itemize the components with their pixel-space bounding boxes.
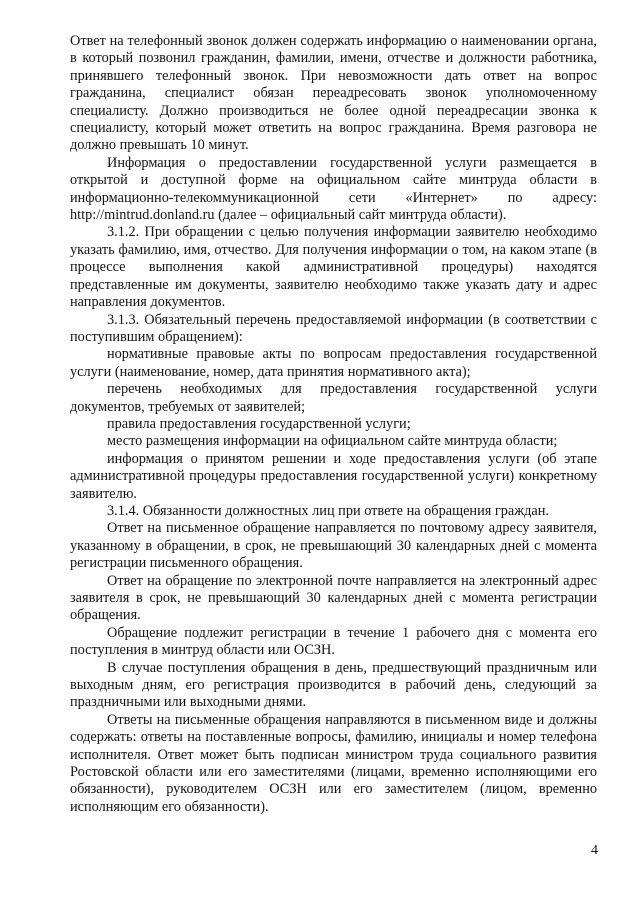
paragraph-clause-3-1-4: 3.1.4. Обязанности должностных лиц при ответе на обращения граждан. <box>107 502 549 519</box>
list-item-decision: информация о принятом решении и ходе предоставления услуги (об этапе административной процедуры предоставления государственной услуги) конкретному заявителю. <box>70 450 597 502</box>
paragraph-reply-contents: Ответы на письменные обращения направляются в письменном виде и должны содержать: ответы на поставленные вопросы, фамилию, инициалы и номер телефона исполнителя. Ответ может быть подписан министром труда социального развития Ростовской области или его заместителями (лицами, временно исполняющими его обязанности), руководителем ОСЗН или его заместителем (лицом, временно исполняющим его обязанности). <box>70 711 597 815</box>
list-item-rules: правила предоставления государственной услуги; <box>107 415 411 432</box>
list-item-placement: место размещения информации на официальном сайте минтруда области; <box>107 433 558 450</box>
paragraph-written-reply: Ответ на письменное обращение направляется по почтовому адресу заявителя, указанному в обращении, в срок, не превышающий 30 календарных дней с момента регистрации письменного обращения. <box>70 520 597 572</box>
paragraph-clause-3-1-3: 3.1.3. Обязательный перечень предоставляемой информации (в соответствии с поступившим обращением): <box>70 311 597 345</box>
document-body <box>70 33 597 816</box>
paragraph-holiday-registration: В случае поступления обращения в день, предшествующий праздничным или выходным дням, его регистрация производится в рабочий день, следующий за праздничными или выходными днями. <box>70 659 597 711</box>
list-item-regulations: нормативные правовые акты по вопросам предоставления государственной услуги (наименование, номер, дата принятия нормативного акта); <box>70 346 597 380</box>
page-number: 4 <box>591 843 598 858</box>
paragraph-email-reply: Ответ на обращение по электронной почте направляется на электронный адрес заявителя в срок, не превышающий 30 календарных дней с момента регистрации обращения. <box>70 572 597 624</box>
list-item-documents: перечень необходимых для предоставления государственной услуги документов, требуемых от заявителей; <box>70 381 597 415</box>
paragraph-registration: Обращение подлежит регистрации в течение 1 рабочего дня с момента его поступления в минтруд области или ОСЗН. <box>70 624 597 659</box>
paragraph-site-info: Информация о предоставлении государственной услуги размещается в открытой и доступной форме на официальном сайте минтруда области в информационно-телекоммуникационной сети «Интернет» по адресу: http://mintrud.donland.ru (далее – официальный сайт минтруда области). <box>70 154 597 224</box>
paragraph-clause-3-1-2: 3.1.2. При обращении с целью получения информации заявителю необходимо указать фамилию, имя, отчество. Для получения информации о том, на каком этапе (в процессе выполнения какой административной процедуры) находятся представленные им документы, заявителю необходимо также указать дату и адрес направления документов. <box>70 224 597 311</box>
paragraph-call-content: Ответ на телефонный звонок должен содержать информацию о наименовании органа, в который позвонил гражданин, фамилии, имени, отчестве и должности работника, принявшего телефонный звонок. При невозможности дать ответ на вопрос гражданина, специалист обязан переадресовать звонок уполномоченному специалисту. Должно производиться не более одной переадресации звонка к специалисту, который может ответить на вопрос гражданина. Время разговора не должно превышать 10 минут. <box>70 33 597 154</box>
